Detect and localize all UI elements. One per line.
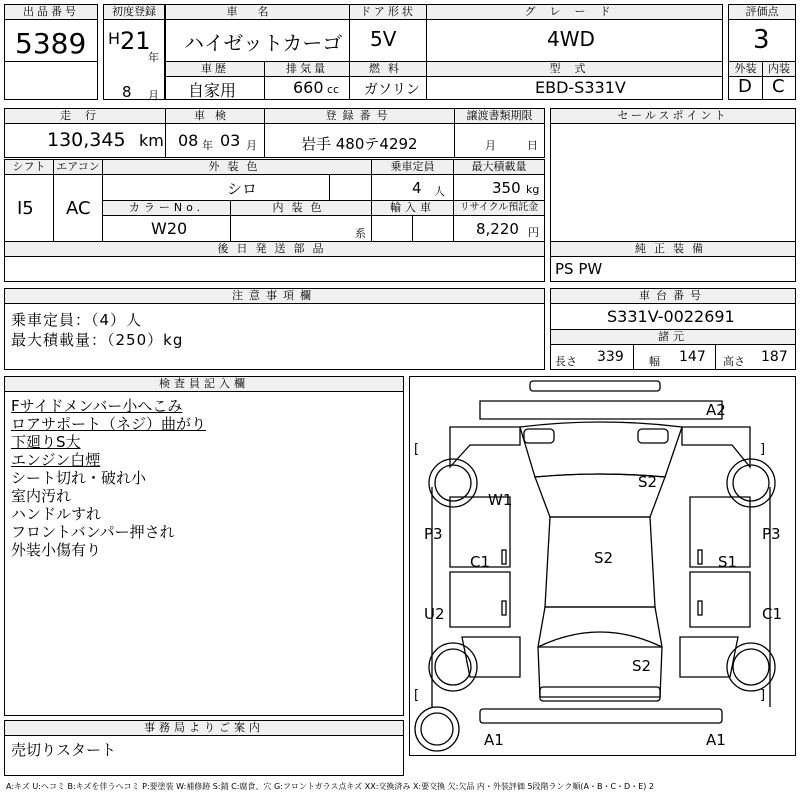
history-value: 自家用 [188,81,237,100]
insp-month: 03 [220,131,241,150]
mark-p3-left: P3 [424,525,443,543]
import-box [371,200,454,242]
fuel-box [349,61,427,100]
transfer-day: 日 [527,139,538,152]
bracket-left-bottom: [ [414,688,420,703]
load-box [453,159,545,201]
model-label: 型式 [427,62,722,77]
inspector-line: ロアサポート（ネジ）曲がり [11,415,207,433]
reg-label: 登録番号 [265,109,454,124]
transfer-box [454,108,545,158]
mark-s1: S1 [718,553,738,571]
int-value: C [772,76,785,97]
transfer-month: 月 [485,139,496,152]
car-outline-svg [410,377,795,755]
mark-s2-bottom: S2 [632,657,652,675]
inspector-line: 下廻りS大 [11,433,81,451]
car-name-box [165,4,350,62]
length-value: 339 [597,349,624,365]
lot-label: 出品番号 [5,5,97,20]
bracket-right-top: ] [760,442,766,457]
inspection-label: 車検 [166,109,264,124]
grade-box [426,4,723,62]
load-label: 最大積載量 [454,160,544,175]
genuine-value: PS PW [555,260,603,278]
mark-p3-right: P3 [762,525,781,543]
grade-label: グレード [427,5,722,20]
ac-value: AC [66,198,91,219]
model-box [426,61,723,100]
lot-box [4,4,98,100]
office-text: 売切りスタート [11,741,117,759]
reg-box [264,108,455,158]
mark-w1: W1 [488,491,513,509]
int-label: 内装 [763,62,795,77]
int-box [762,61,796,100]
inspector-line: エンジン白煙 [11,451,101,469]
recycle-value: 8,220 [476,220,519,238]
fuel-value: ガソリン [364,82,420,98]
ac-label: エアコン [54,160,102,175]
bracket-right-bottom: ] [760,688,766,703]
displacement-box [264,61,350,100]
color-no-value: W20 [151,219,188,238]
ext-box [728,61,763,100]
mark-s2-mid: S2 [594,549,614,567]
year-num: 21 [120,27,151,55]
recycle-unit: 円 [528,226,539,239]
door-value: 5V [370,27,397,51]
color-value: シロ [227,180,258,198]
interior-box [230,200,372,242]
interior-label: 内装色 [231,201,371,216]
notes-label: 注意事項欄 [5,289,544,304]
insp-year-unit: 年 [202,139,213,152]
score-box [728,4,796,62]
notes-box [4,288,545,370]
inspector-label: 検査員記入欄 [5,377,403,392]
mileage-unit: km [139,131,164,150]
inspector-line: 外装小傷有り [11,541,102,559]
color-box [102,159,372,201]
shift-box [4,159,54,242]
capacity-label: 乗車定員 [372,160,453,175]
bracket-left-top: [ [414,442,420,457]
month-num: 8 [122,83,132,101]
ac-box [53,159,103,242]
lot-number: 5389 [15,27,87,60]
length-label: 長さ [555,355,577,368]
chassis-box [550,288,796,370]
height-label: 高さ [723,355,745,368]
displacement-value: 660 [293,78,324,97]
shift-label: シフト [5,160,53,175]
chassis-label: 車台番号 [551,289,795,304]
mileage-box [4,108,166,158]
genuine-label: 純正装備 [551,242,795,257]
car-name: ハイゼットカーゴ [184,31,343,55]
mark-a1-left: A1 [484,731,504,749]
capacity-value: 4 [412,179,422,197]
later-parts-label: 後日発送部品 [5,242,544,257]
capacity-box [371,159,454,201]
inspector-line: シート切れ・破れ小 [11,469,147,487]
month-unit: 月 [148,89,159,102]
grade-value: 4WD [547,27,595,51]
recycle-label: リサイクル預託金 [454,201,544,216]
mileage-value: 130,345 [47,129,126,151]
fuel-label: 燃料 [350,62,426,77]
era: H [108,29,121,48]
car-name-label: 車名 [166,5,349,20]
door-label: ドア形状 [350,5,426,20]
mark-c1-left: C1 [470,553,491,571]
sales-box [550,108,796,242]
reg-value: 岩手 480テ4292 [301,135,418,153]
mileage-label: 走行 [5,109,165,124]
sales-label: セールスポイント [551,109,795,124]
year-unit: 年 [148,51,159,64]
model-value: EBD-S331V [535,78,626,97]
displacement-label: 排気量 [265,62,349,77]
displacement-unit: cc [327,83,340,96]
width-label: 幅 [649,355,660,368]
mark-u2: U2 [424,605,445,623]
recycle-box [453,200,545,242]
import-label: 輸入車 [372,201,453,216]
capacity-unit: 人 [434,185,445,198]
height-value: 187 [761,349,788,365]
first-reg-box [103,4,165,100]
load-unit: kg [526,183,540,196]
interior-unit: 系 [355,227,366,240]
insp-year: 08 [178,131,199,150]
color-no-label: カラーNo. [103,201,230,216]
inspector-box [4,376,404,716]
color-no-box [102,200,231,242]
mark-a1-right: A1 [706,731,726,749]
width-value: 147 [679,349,706,365]
ext-label: 外装 [729,62,762,77]
transfer-label: 譲渡書類期限 [455,109,544,124]
spec-label: 諸元 [551,330,795,345]
insp-month-unit: 月 [246,139,257,152]
inspector-line: ハンドルすれ [11,505,102,523]
mark-c1-right: C1 [762,605,783,623]
vehicle-diagram [409,376,796,756]
notes-line: 乗車定員：（4）人 [11,311,143,329]
inspector-line: 室内汚れ [11,487,72,505]
history-label: 車歴 [166,62,264,77]
door-box [349,4,427,62]
load-value: 350 [492,179,521,197]
office-box [4,720,404,776]
genuine-box [550,241,796,282]
shift-value: I5 [17,198,34,219]
inspector-line: Fサイドメンバー小へこみ [11,397,183,415]
score-value: 3 [753,25,770,55]
later-parts-box [4,241,545,282]
inspection-box [165,108,265,158]
score-label: 評価点 [729,5,795,20]
first-reg-label: 初度登録 [104,5,164,20]
legend: A:キズ U:ヘコミ B:キズを伴うヘコミ P:要塗装 W:補修跡 S:錆 C:腐食、穴 G:フロントガラス点キズ XX:交換済み X:要交換 欠:欠品 内・外装評価 5段階ランク順(A・B・C・D・E) 2 [6,782,655,791]
ext-value: D [738,76,752,97]
notes-line: 最大積載量：（250）kg [11,331,184,349]
office-label: 事務局よりご案内 [5,721,403,736]
color-label: 外装色 [103,160,371,175]
mark-a2: A2 [706,401,726,419]
chassis-number: S331V-0022691 [607,307,735,326]
inspector-line: フロントバンパー押され [11,523,175,541]
history-box [165,61,265,100]
mark-s2-top: S2 [638,473,658,491]
